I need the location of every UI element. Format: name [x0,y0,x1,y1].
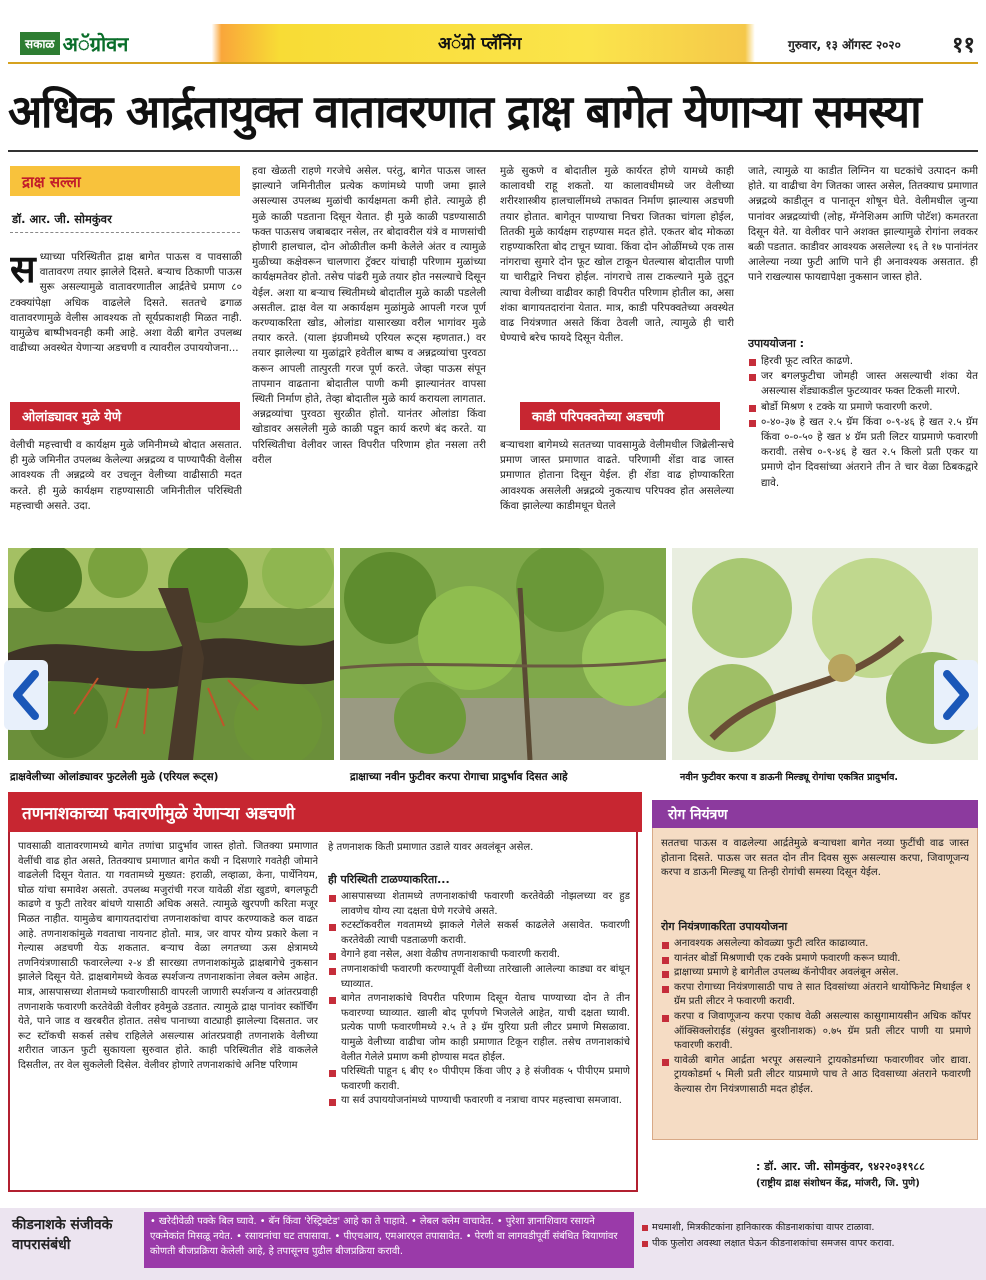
contact-line: : डॉ. आर. जी. सोमकुंवर, ९४२२०३१९८८ [756,1160,925,1173]
chevron-left-icon [11,670,41,720]
list-item: यानंतर बोर्डो मिश्रणाची एक टक्के प्रमाणे फवारणी करून घ्यावी. [661,952,971,967]
list-item: यावेळी बागेत आर्द्रता भरपूर असल्याने ट्रायकोडर्माच्या फवारणीवर जोर द्यावा. ट्रायकोडर्मा ५ मिली प्रती लीटर याप्रमाणे पाच ते आठ दिवसाच्या अंतराने फवारणी केल्यास रोग नियंत्रणासाठी मदत होईल. [661,1054,971,1098]
chevron-right-icon [941,670,971,720]
intro-paragraph: सध्याच्या परिस्थितीत द्राक्ष बागेत पाऊस व पावसाळी वातावरण तयार झालेले दिसते. बऱ्याच ठिकाणी पाऊस सुरू असल्यामुळे वातावरणातील आर्द्रतेचे प्रमाण ८० टक्क्यांपेक्षा अधिक वाढलेले दिसते. सततचे ढगाळ वातावरणामुळे वेलीस आवश्यक तो सूर्यप्रकाशही मिळत नाही. यामुळेच बाष्पीभवनही कमी आहे. अशा वेळी बागेत उपलब्ध वाढीच्या अवस्थेत येणाऱ्या अडचणी व त्यावरील उपाययोजना... [10,250,242,355]
issue-date: गुरुवार, १३ ऑगस्ट २०२० [788,38,901,52]
list-item: जर बगलफुटीचा जोमही जास्त असल्याची शंका येत असल्यास शेंड्याकडील फुटव्यावर फक्त टिकली मारणे. [748,369,978,399]
list-item: द्राक्षाच्या प्रमाणे हे बागेतील उपलब्ध कॅनोपीवर अवलंबून असेल. [661,966,971,981]
photo-caption: द्राक्षाच्या नवीन फुटीवर करपा रोगाचा प्रादुर्भाव दिसत आहे [350,771,568,783]
list-item: या सर्व उपाययोजनांमध्ये पाण्याची फवारणी व नत्राचा वापर महत्त्वाचा समजावा. [328,1094,630,1109]
herbicide-col2-heading: ही परिस्थिती टाळण्याकरिता... [328,873,450,886]
photo-caption: नवीन फुटीवर करपा व डाऊनी मिल्ड्यू रोगांचा एकत्रित प्रादुर्भाव. [680,772,899,783]
herbicide-title: तणनाशकाच्या फवारणीमुळे येणाऱ्या अडचणी [8,792,642,832]
list-item: बागेत तणनाशकांचे विपरीत परिणाम दिसून येताच पाण्याच्या दोन ते तीन फवारण्या घ्याव्यात. खाली बोद पूर्णपणे भिजलेले आहेत, याची दक्षता घ्यावी. प्रत्येक पाणी फवारणीमध्ये २.५ ते ३ ग्रॅम युरिया प्रती लीटर प्रमाणे मिसळावा. यामुळे वेलीच्या वाढीचा जोम काही प्रमाणात टिकून राहील. तसेच तणनाशकांचे वेलीत गेलेले प्रमाण कमी होण्यास मदत होईल. [328,992,630,1065]
headline-rule [8,150,978,152]
col3-body: मुळे सुकणे व बोदातील मुळे कार्यरत होणे यामध्ये काही कालावधी राहू शकतो. या कालावधीमध्ये जर वेलीच्या शरीरशास्त्रीय हालचालींमध्ये तफावत निर्माण झाल्यास अडचणी तयार होतात. बागेतून पाण्याचा निचरा जितका चांगला होईल, तितकी मुळे कार्यक्षम राहण्यास मदत होते. एकतर बोद मोकळा राहण्याकरिता बोद टाचून घ्यावा. किंवा दोन ओळींमध्ये एक तास नांगराचा सुमारे दोन फूट खोल टाकून घेतल्यास बोदातील पाणी या चारीद्वारे निचरा होईल. नांगराचे तास टाकल्याने मुळे तुटून त्याचा वेलीच्या वाढीवर काही विपरीत परिणाम होतील का, असा शंका बागायतदारांना येतात. मात्र, काडी परिपक्वतेच्या अवस्थेत वाढ नियंत्रणात असते किंवा ठेवली जाते, त्यामुळे ही चारी घेण्याचे बरेच फायदे दिसून येतील. [500,165,734,345]
list-item: हिरवी फूट त्वरित काढणे. [748,354,978,369]
photo-caption: द्राक्षवेलीच्या ओलांड्यावर फुटलेली मुळे (एरियल रूट्स) [10,771,219,783]
list-item: अनावश्यक असलेल्या कोवळ्या फुटी त्वरित काढाव्यात. [661,937,971,952]
list-item: वेगाने हवा नसेल, अशा वेळीच तणनाशकाची फवारणी करावी. [328,948,630,963]
list-item: मधमाशी, मित्रकीटकांना हानिकारक कीडनाशकांचा वापर टाळावा. [642,1220,972,1236]
headline: अधिक आर्द्रतायुक्त वातावरणात द्राक्ष बागेत येणाऱ्या समस्या [8,85,921,138]
photo-combined-disease [672,548,978,760]
brand-name: अॅग्रोवन [62,31,129,56]
contact-block [756,1158,978,1192]
footer-label: कीडनाशके संजीवके वापरासंबंधी [12,1217,113,1253]
disease-heading: रोग नियंत्रणाकरिता उपाययोजना [661,920,788,933]
list-item: पीक फुलोरा अवस्था लक्षात घेऊन कीडनाशकांचा समजस वापर करावा. [642,1236,972,1252]
disease-title: रोग नियंत्रण [652,800,978,828]
photo-blight-new-shoot [340,548,666,760]
footer-tips: • खरेदीवेळी पक्के बिल घ्यावे. • बॅन किंवा 'रेस्ट्रिक्टेड' आहे का ते पाहावे. • लेबल क्लेम वाचावेत. • पुरेशा ज्ञानाशिवाय रसायने एकमेकांत मिसळू नयेत. • रसायनांचा घट तपासावा. • पीएचआय, एमआरएल तपासावेत. • पेरणी वा लागवडीपूर्वी संबंधित बियाणांवर कोणती बीजप्रक्रिया केलेली आहे, हे तपासूनच पुढील बीजप्रक्रिया करावी. [144,1212,634,1268]
list-item: आसपासच्या शेतामध्ये तणनाशकांची फवारणी करतेवेळी नोझलच्या वर हुड लावणेच योग्य त्या दक्षता घेणे गरजेचे असते. [328,890,630,919]
herbicide-box [8,792,638,1192]
section-name: अॅग्रो प्लॅनिंग [438,34,522,54]
brand-logo [20,31,128,55]
col4-body: जाते, त्यामुळे या काडीत लिग्निन या घटकांचे उत्पादन कमी होते. या वाढीचा वेग जितका जास्त असेल, तितक्याच प्रमाणात अन्नद्रव्ये काडीतून व पानातून शोषून घेते. वेलीमधील जुन्या पानांवर अन्नद्रव्यांची (लोह, मॅग्नेशिअम आणि पोटॅश) कमतरता दिसून येते. या वेलीवर पाने अशक्त झाल्यामुळे रोगांना लवकर बळी पडतात. काडीवर आवश्यक असलेल्या १६ ते १७ पानांनंतर आलेल्या नव्या फुटी आणि पाने ही अनावश्यक असतात. ही पाने राखल्यास फायद्यापेक्षा नुकसान जास्त होते. [748,165,978,284]
list-item: तणनाशकांची फवारणी करण्यापूर्वी वेलीच्या तारेखाली आलेल्या काड्या वर बांधून घ्याव्यात. [328,963,630,992]
list-item: रुटस्टॉकवरील गवतामध्ये झाकले गेलेले सकर्स काढलेले असावेत. फवारणी करतेवेळी त्याची पडताळणी करावी. [328,919,630,948]
next-arrow[interactable] [934,660,978,730]
list-item: करपा व जिवाणूजन्य करपा एकाच वेळी असल्यास कासुगामायसीन अधिक कॉपर ऑक्सिक्लोराईड (संयुक्त बुरशीनाशक) ०.७५ ग्रॅम प्रती लीटर पाणी या प्रमाणे फवारणी करावी. [661,1010,971,1054]
subhead-aerial-roots: ओलांड्यावर मुळे येणे [10,402,240,430]
col1-body: वेलीची महत्त्वाची व कार्यक्षम मुळे जमिनीमध्ये बोदात असतात. ही मुळे जमिनीत उपलब्ध केलेल्या अन्नद्रव्य व पाण्यापैकी वेलीस आवश्यक ती अन्नद्रव्ये वर उचलून वेलीच्या वाढीसाठी मदत करते. ही मुळे कार्यक्षम राहण्यासाठी जमिनीतील परिस्थिती महत्त्वाची असते. उदा. [10,439,242,512]
col4-bullets [748,354,978,540]
disease-intro: सततचा पाऊस व वाढलेल्या आर्द्रतेमुळे बऱ्याचशा बागेत नव्या फुटींची वाढ जास्त होताना दिसते. पाऊस जर सतत दोन तीन दिवस सुरू असल्यास करपा, जिवाणूजन्य करपा व डाऊनी मिल्ड्यू या तिन्ही रोगांची समस्या दिसून येईल. [661,838,969,879]
list-item: परिस्थिती पाहून ६ बीए १० पीपीएम किंवा जीए ३ हे संजीवक ५ पीपीएम प्रमाणे फवारणी करावी. [328,1065,630,1094]
footer-right [642,1220,972,1256]
prev-arrow[interactable] [4,660,48,730]
col3-bottom: बऱ्याचशा बागेमध्ये सततच्या पावसामुळे वेलीमधील जिब्रेलीन्सचे प्रमाण जास्त प्रमाणात वाढते. परिणामी शेंडा वाढ जास्त प्रमाणात होताना दिसून येईल. ही शेंडा वाढ होण्याकरिता आवश्यक असलेली अन्नद्रव्ये नुकत्याच परिपक्व होत असलेल्या किंवा झालेल्या काडीमधून घेतले [500,439,734,512]
herbicide-col1: पावसाळी वातावरणामध्ये बागेत तणांचा प्रादुर्भाव जास्त होतो. जितक्या प्रमाणात वेलींची वाढ होत असते, तितक्याच प्रमाणात बागेत कधी न दिसणारे गवतेही जोमाने वाढलेली दिसून येतात. या गवतामध्ये मुख्यत: हराळी, लव्हाळा, केना, पार्थेनियम, घोळ यांचा समावेश असतो. उपलब्ध मजुरांची गरज यावेळी शेंडा खुडणे, बगलफूटी काढणे व फुटी तारेवर बांधणे यासाठी अधिक असते. त्यामुळे खुरपणी करिता मजूर मिळत नाहीत. यामुळेच बागायतदारांचा तणनाशकांचा वापर करण्याकडे कल वाढत आहे. तणनाशकांमुळे गवताचा नायनाट होतो. मात्र, जर वापर योग्य प्रकारे केला न गेल्यास अडचणी येऊ शकतात. बऱ्याच वेळा लगतच्या ऊस क्षेत्रामध्ये तणनियंत्रणासाठी फवारलेल्या २-४ डी सारख्या तणनाशकांमुळे द्राक्षबागेचे नुकसान झालेले दिसून येते. द्राक्षबागेमध्ये केवळ स्पर्शजन्य तणनाशकांना लेबल क्लेम आहेत. मात्र, आसपासच्या शेतामध्ये फवारणीसाठी वापरली जाणारी स्पर्शजन्य व आंतरप्रवाही तणनाशके फवारणी करतेवेळी वेलीवर हवेमुळे उडतात. त्यामुळे द्राक्ष पानांवर स्कॉर्चिंग येते, पाने जाड व खरबरीत होतात. तसेच पानाच्या वाट्याही झालेल्या दिसतात. जर रूट स्टॉकची सकर्स तसेच राहिलेले असल्यास आंतरप्रवाही तणनाशके वेलीच्या शरीरात जाऊन फुटी सुकायला सुरुवात होते. काही परिस्थितीत शेंडे वाकलेले दिसतील, तर वेल सुकलेली दिसेल. वेलीवर होणारे तणनाशकांचे अनिष्ट परिणाम [18,841,318,1071]
author-byline: डॉ. आर. जी. सोमकुंवर [12,212,112,226]
masthead [8,24,978,64]
list-item: करपा रोगाच्या नियंत्रणासाठी पाच ते सात दिवसांच्या अंतराने थायोफिनेट मिथाईल १ ग्रॅम प्रती लीटर ने फवारणी करावी. [661,981,971,1010]
contact-affiliation: (राष्ट्रीय द्राक्ष संशोधन केंद्र, मांजरी, जि. पुणे) [756,1178,920,1189]
list-item: बोर्डो मिश्रण १ टक्के या प्रमाणे फवारणी करणे. [748,400,978,415]
herbicide-col2-intro: हे तणनाशक किती प्रमाणात उडाले यावर अवलंबून असेल. [328,842,534,853]
disease-bullets [661,937,971,1135]
col2-body: हवा खेळती राहणे गरजेचे असेल. परंतु, बागेत पाऊस जास्त झाल्याने जमिनीतील प्रत्येक कणांमध्ये पाणी जमा झाले असल्यास उपलब्ध मुळांची कार्यक्षमता कमी होते. त्यामुळे ही मुळे काळी पडताना दिसून येतात. ही मुळे काळी पडण्यासाठी फक्त पाऊसच जबाबदार नसेल, तर बोदावरील यंत्रे व माणसांची होणारी हालचाल, दोन ओळीतील कमी केलेले अंतर व त्यामुळे मुळीच्या कक्षेवरून चालणारा ट्रॅक्टर यांचाही परिणाम मुळांच्या कार्यक्षमतेवर होतो. तसेच पांढरी मुळे तयार होत नसल्याचे दिसून येईल. अशा या बऱ्याच स्थितीमध्ये बोदातील मुळे काळी पडलेली असतील. द्राक्ष वेल या अकार्यक्षम मुळांमुळे आपली गरज पूर्ण करण्याकरिता खोड, ओलांडा यासारख्या वरील भागांवर मुळे तयार करते. (याला इंग्रजीमध्ये एरियल रूट्स म्हणतात.) वर तयार झालेल्या या मुळांद्वारे हवेतील बाष्प व अन्नद्रव्यांचा पुरवठा करून आपली तात्पुरती गरज पूर्ण करते. जेव्हा पाऊस संपून तापमान वाढताना बोदातील पाणी कमी झाल्यानंतर वापसा स्थिती निर्माण होते, तेव्हा बोदातील मुळे कार्य करायला लागतात. अन्नद्रव्यांचा पुरवठा सुरळीत होतो. यानंतर ओलांडा किंवा खोडावर असलेली मुळे काळी पडून कार्य करणे बंद करते. या परिस्थितीचा वेलीवर जास्त विपरीत परिणाम होत नसला तरी वरील [252,165,486,466]
herbicide-bullets [328,890,630,1186]
page-number: ११ [952,33,975,58]
col4-heading: उपाययोजना : [748,337,805,350]
kicker: द्राक्ष सल्ला [10,166,240,196]
byline-divider [10,232,240,233]
subhead-cane-maturity: काडी परिपक्वतेच्या अडचणी [520,402,720,430]
brand-small: सकाळ [20,32,60,55]
list-item: ०-४०-३७ हे खत २.५ ग्रॅम किंवा ०-९-४६ हे खत २.५ ग्रॅम किंवा ०-०-५० हे खत ४ ग्रॅम प्रती लिटर याप्रमाणे फवारणी करावी. तसेच ०-९-४६ हे खत २.५ किलो प्रती एकर या प्रमाणे दोन दिवसांच्या अंतराने तीन ते चार वेळा ठिबकद्वारे द्यावे. [748,415,978,491]
photo-aerial-roots [8,548,334,760]
drop-cap: स [10,250,36,291]
disease-control-box [652,800,978,1140]
